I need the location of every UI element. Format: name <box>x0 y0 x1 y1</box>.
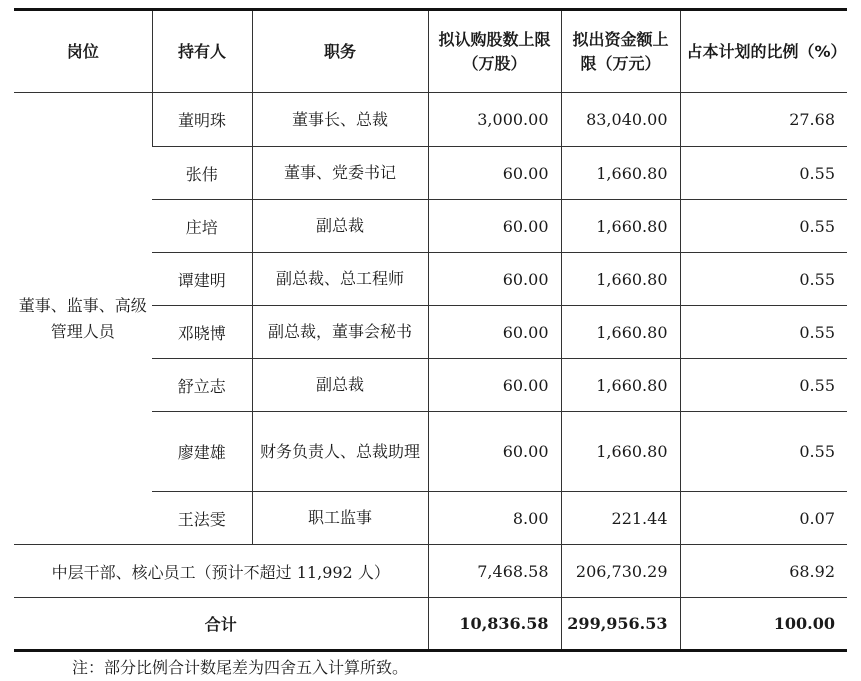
ratio-value: 68.92 <box>680 545 847 598</box>
header-capital: 拟出资金额上限（万元） <box>561 10 680 93</box>
capital-value: 83,040.00 <box>561 93 680 147</box>
ratio-value: 0.55 <box>680 200 847 253</box>
header-ratio: 占本计划的比例（%） <box>680 10 847 93</box>
table-row <box>14 93 847 147</box>
holder-title: 职工监事 <box>252 492 428 545</box>
capital-value: 1,660.80 <box>561 200 680 253</box>
total-ratio: 100.00 <box>680 598 847 651</box>
holder-title: 副总裁 <box>252 200 428 253</box>
ratio-value: 0.55 <box>680 147 847 200</box>
capital-value: 1,660.80 <box>561 412 680 492</box>
holder-title: 副总裁 <box>252 359 428 412</box>
header-title: 职务 <box>252 10 428 93</box>
ratio-value: 0.55 <box>680 412 847 492</box>
ratio-value: 0.07 <box>680 492 847 545</box>
shares-value: 7,468.58 <box>428 545 561 598</box>
holding-table <box>14 8 847 652</box>
holder-name: 张伟 <box>152 147 252 200</box>
header-row <box>14 10 847 93</box>
middle-staff-row <box>14 545 847 598</box>
capital-value: 1,660.80 <box>561 306 680 359</box>
shares-value: 60.00 <box>428 359 561 412</box>
holding-table-container <box>14 8 847 652</box>
ratio-value: 0.55 <box>680 359 847 412</box>
middle-staff-label: 中层干部、核心员工（预计不超过 11,992 人） <box>14 545 428 598</box>
shares-value: 60.00 <box>428 147 561 200</box>
holder-title: 财务负责人、总裁助理 <box>252 412 428 492</box>
ratio-value: 0.55 <box>680 253 847 306</box>
holder-title: 副总裁、总工程师 <box>252 253 428 306</box>
shares-value: 8.00 <box>428 492 561 545</box>
total-row <box>14 598 847 651</box>
header-shares: 拟认购股数上限（万股） <box>428 10 561 93</box>
shares-value: 3,000.00 <box>428 93 561 147</box>
holder-name: 庄培 <box>152 200 252 253</box>
ratio-value: 0.55 <box>680 306 847 359</box>
group-label: 董事、监事、高级管理人员 <box>14 93 152 545</box>
header-position: 岗位 <box>14 10 152 93</box>
capital-value: 1,660.80 <box>561 253 680 306</box>
total-capital: 299,956.53 <box>561 598 680 651</box>
shares-value: 60.00 <box>428 412 561 492</box>
capital-value: 206,730.29 <box>561 545 680 598</box>
total-shares: 10,836.58 <box>428 598 561 651</box>
holder-name: 王法雯 <box>152 492 252 545</box>
holder-name: 舒立志 <box>152 359 252 412</box>
shares-value: 60.00 <box>428 253 561 306</box>
holder-name: 董明珠 <box>152 93 252 147</box>
capital-value: 221.44 <box>561 492 680 545</box>
holder-name: 廖建雄 <box>152 412 252 492</box>
holder-title: 董事、党委书记 <box>252 147 428 200</box>
shares-value: 60.00 <box>428 200 561 253</box>
holder-name: 邓晓博 <box>152 306 252 359</box>
footnote: 注：部分比例合计数尾差为四舍五入计算所致。 <box>72 658 409 677</box>
ratio-value: 27.68 <box>680 93 847 147</box>
total-label: 合计 <box>14 598 428 651</box>
capital-value: 1,660.80 <box>561 359 680 412</box>
holder-title: 副总裁，董事会秘书 <box>252 306 428 359</box>
capital-value: 1,660.80 <box>561 147 680 200</box>
holder-title: 董事长、总裁 <box>252 93 428 147</box>
shares-value: 60.00 <box>428 306 561 359</box>
holder-name: 谭建明 <box>152 253 252 306</box>
header-holder: 持有人 <box>152 10 252 93</box>
